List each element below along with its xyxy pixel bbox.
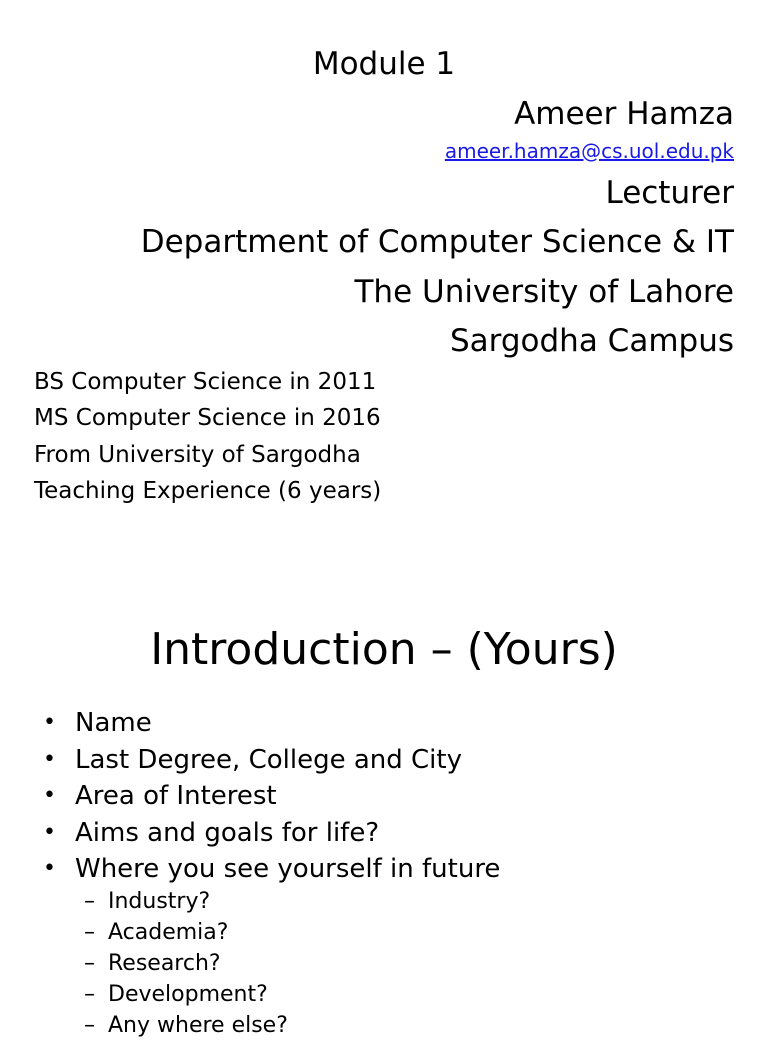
dash-icon: – <box>84 982 95 1007</box>
list-item <box>40 742 500 779</box>
bullet-icon: • <box>43 746 56 772</box>
department: Department of Computer Science & IT <box>140 224 734 260</box>
sub-list-item-text: Any where else? <box>108 1013 288 1038</box>
bullet-icon: • <box>43 819 56 845</box>
list-item <box>40 778 500 815</box>
dash-icon: – <box>84 889 95 914</box>
sub-list-item <box>84 979 288 1010</box>
list-item <box>40 815 500 852</box>
bullet-list <box>40 705 500 888</box>
sub-list-item-text: Industry? <box>108 889 211 914</box>
introduction-title: Introduction – (Yours) <box>150 624 618 675</box>
university: The University of Lahore <box>354 274 734 310</box>
list-item-text: Last Degree, College and City <box>75 744 462 775</box>
instructor-name: Ameer Hamza <box>514 96 734 132</box>
list-item-text: Name <box>75 708 152 738</box>
sub-bullet-list <box>84 886 288 1041</box>
dash-icon: – <box>84 951 95 976</box>
module-title: Module 1 <box>312 46 456 82</box>
sub-list-item <box>84 886 288 917</box>
campus: Sargodha Campus <box>449 323 734 359</box>
sub-list-item-text: Academia? <box>108 920 229 945</box>
sub-list-item-text: Research? <box>108 951 221 976</box>
list-item-text: Area of Interest <box>75 781 277 811</box>
dash-icon: – <box>84 1013 95 1038</box>
bullet-icon: • <box>43 783 56 808</box>
qualification-line: BS Computer Science in 2011 <box>34 369 377 395</box>
sub-list-item <box>84 917 288 948</box>
qualification-line: From University of Sargodha <box>34 442 361 468</box>
qualification-line: MS Computer Science in 2016 <box>34 405 381 431</box>
bullet-icon: • <box>43 856 56 881</box>
bullet-icon: • <box>43 710 56 735</box>
list-item <box>40 705 500 742</box>
instructor-email-link[interactable]: ameer.hamza@cs.uol.edu.pk <box>444 139 734 163</box>
list-item-text: Aims and goals for life? <box>75 817 380 848</box>
designation: Lecturer <box>605 175 734 211</box>
sub-list-item <box>84 948 288 979</box>
sub-list-item-text: Development? <box>108 982 268 1007</box>
dash-icon: – <box>84 920 95 945</box>
list-item-text: Where you see yourself in future <box>75 854 501 884</box>
sub-list-item <box>84 1010 288 1041</box>
qualification-line: Teaching Experience (6 years) <box>34 478 382 504</box>
list-item <box>40 851 500 888</box>
